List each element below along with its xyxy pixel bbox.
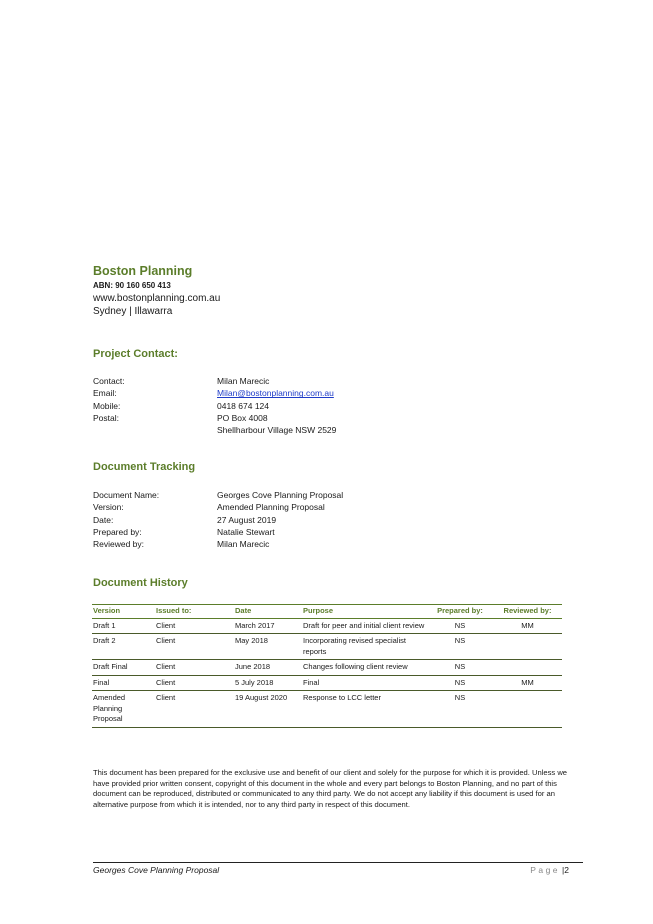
footer-document-title: Georges Cove Planning Proposal: [93, 865, 220, 875]
page-number: 2: [564, 865, 569, 875]
table-cell: Client: [155, 675, 234, 691]
table-cell: Client: [155, 618, 234, 634]
tracking-label: Prepared by:: [93, 526, 142, 537]
column-header: Date: [234, 605, 302, 619]
tracking-value: Amended Planning Proposal: [217, 502, 325, 513]
mobile-row: [93, 400, 553, 412]
table-cell: NS: [427, 618, 494, 634]
table-cell: Amended Planning Proposal: [92, 691, 155, 728]
tracking-value: Milan Marecic: [217, 539, 270, 550]
table-cell: [494, 660, 562, 676]
contact-value: Milan Marecic: [217, 376, 270, 386]
table-cell: [494, 634, 562, 660]
disclaimer-text: This document has been prepared for the exclusive use and benefit of our client and solely for the purpose for which it is provided. Unless we have provided prior written consent, copyright of this document in the whole and every part belongs to Boston Planning, and no part of this document can be reproduced, distributed or communicated to any third party. We do not accept any liability if this document is used for an alternative purpose from which it is intended, nor to any third party in respect of this document.: [93, 768, 568, 809]
postal-row: [93, 412, 553, 424]
tracking-row: [93, 514, 553, 526]
page-label: Page: [530, 865, 561, 875]
column-header: Reviewed by:: [494, 605, 562, 619]
table-cell: NS: [427, 660, 494, 676]
tracking-label: Version:: [93, 502, 124, 513]
company-abn: ABN: 90 160 650 413: [93, 281, 171, 290]
postal-label-2: [93, 424, 217, 436]
table-cell: Changes following client review: [302, 660, 427, 676]
company-locations: Sydney | Illawarra: [93, 306, 173, 317]
table-cell: Draft for peer and initial client review: [302, 618, 427, 634]
document-history-table: [92, 604, 562, 728]
table-row: [92, 675, 562, 691]
tracking-row: [93, 489, 553, 501]
table-cell: May 2018: [234, 634, 302, 660]
table-cell: Final: [92, 675, 155, 691]
document-tracking-list: [93, 489, 553, 550]
table-cell: Draft 1: [92, 618, 155, 634]
project-contact-heading: Project Contact:: [93, 348, 178, 360]
email-row: [93, 387, 553, 399]
document-history-heading: Document History: [93, 577, 188, 589]
tracking-row: [93, 501, 553, 513]
document-tracking-heading: Document Tracking: [93, 461, 196, 473]
mobile-label: Mobile:: [93, 400, 121, 411]
page-separator: |: [562, 865, 565, 875]
table-row: [92, 660, 562, 676]
project-contact-list: [93, 375, 553, 436]
postal-value: PO Box 4008: [217, 412, 268, 423]
footer-page-number: [530, 865, 569, 875]
tracking-row: [93, 526, 553, 538]
table-cell: NS: [427, 634, 494, 660]
table-cell: June 2018: [234, 660, 302, 676]
table-cell: MM: [494, 675, 562, 691]
table-row: [92, 691, 562, 728]
table-cell: Draft 2: [92, 634, 155, 660]
table-cell: Draft Final: [92, 660, 155, 676]
contact-label: Contact:: [93, 376, 125, 386]
postal-label: Postal:: [93, 412, 119, 423]
table-cell: Client: [155, 634, 234, 660]
company-name: Boston Planning: [93, 264, 193, 278]
company-website[interactable]: www.bostonplanning.com.au: [93, 293, 221, 304]
table-cell: [494, 691, 562, 728]
tracking-label: Document Name:: [93, 490, 160, 500]
table-cell: Final: [302, 675, 427, 691]
table-cell: 19 August 2020: [234, 691, 302, 728]
tracking-value: 27 August 2019: [217, 514, 277, 525]
mobile-value: 0418 674 124: [217, 400, 269, 411]
table-cell: NS: [427, 675, 494, 691]
tracking-label: Date:: [93, 514, 114, 525]
postal-value-2: Shellharbour Village NSW 2529: [217, 425, 337, 436]
table-cell: MM: [494, 618, 562, 634]
tracking-value: Natalie Stewart: [217, 526, 275, 537]
table-header-row: [92, 605, 562, 619]
column-header: Version: [92, 605, 155, 619]
company-block: [93, 264, 573, 318]
footer-divider: [93, 862, 583, 863]
table-cell: Incorporating revised specialist reports: [302, 634, 427, 660]
column-header: Prepared by:: [427, 605, 494, 619]
table-cell: NS: [427, 691, 494, 728]
email-label: Email:: [93, 388, 117, 399]
email-link[interactable]: Milan@bostonplanning.com.au: [217, 388, 334, 399]
table-cell: Client: [155, 660, 234, 676]
table-row: [92, 634, 562, 660]
column-header: Issued to:: [155, 605, 234, 619]
table-cell: 5 July 2018: [234, 675, 302, 691]
column-header: Purpose: [302, 605, 427, 619]
table-cell: March 2017: [234, 618, 302, 634]
postal-row-2: [93, 424, 553, 436]
table-cell: Client: [155, 691, 234, 728]
contact-row: [93, 375, 553, 387]
tracking-label: Reviewed by:: [93, 539, 145, 550]
table-row: [92, 618, 562, 634]
table-cell: Response to LCC letter: [302, 691, 427, 728]
tracking-row: [93, 538, 553, 550]
tracking-value: Georges Cove Planning Proposal: [217, 490, 344, 500]
